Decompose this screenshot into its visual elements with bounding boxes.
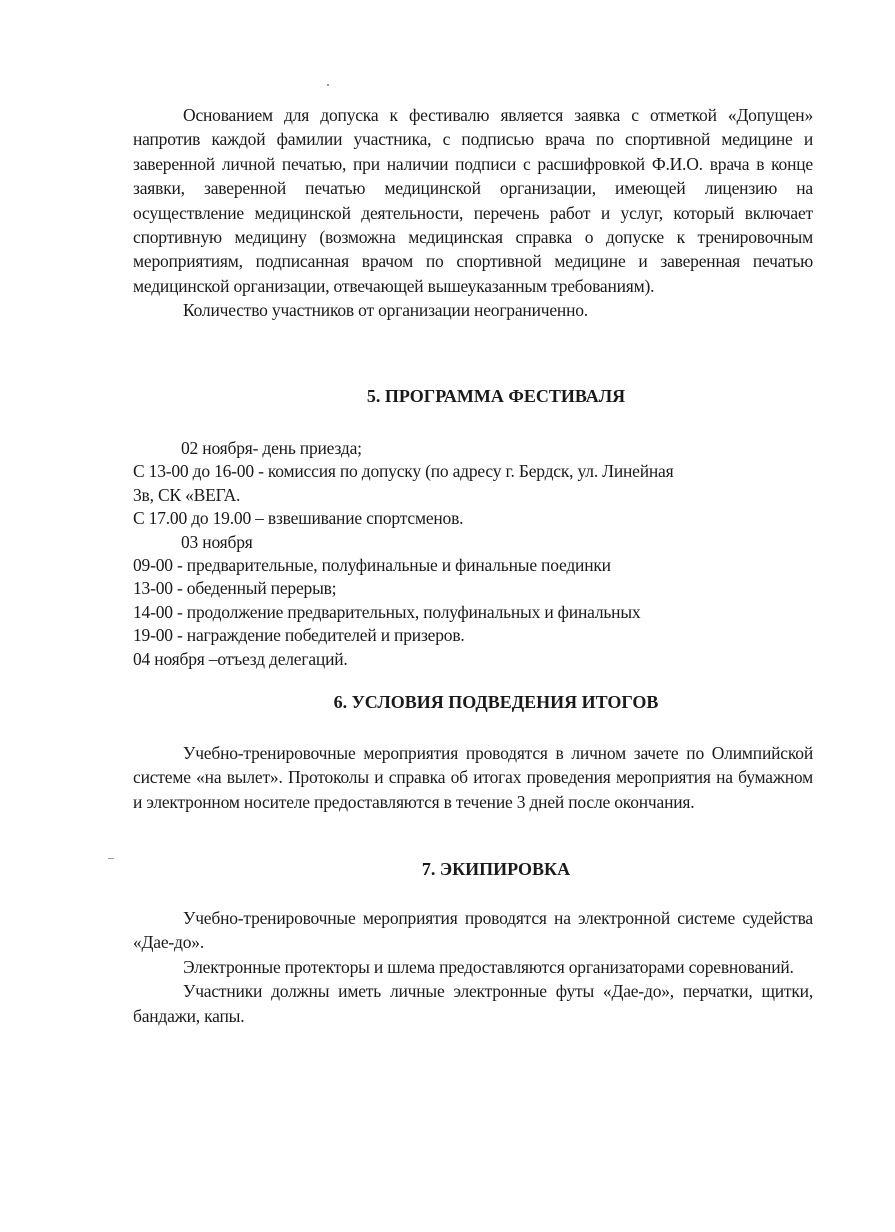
- schedule-line: С 13-00 до 16-00 - комиссия по допуску (по адресу г. Бердск, ул. Линейная: [133, 461, 674, 482]
- section7-body: [133, 906, 813, 1028]
- section6-body: [133, 741, 813, 814]
- schedule-line: 13-00 - обеденный перерыв;: [133, 578, 337, 599]
- admission-section: [133, 103, 813, 323]
- scan-speck: [108, 858, 114, 859]
- festival-schedule: [133, 436, 833, 670]
- section6-heading: 6. УСЛОВИЯ ПОДВЕДЕНИЯ ИТОГОВ: [333, 692, 659, 712]
- schedule-line: С 17.00 до 19.00 – взвешивание спортсменов.: [133, 508, 464, 529]
- schedule-line: 3в, СК «ВЕГА.: [133, 484, 241, 505]
- section7-heading: 7. ЭКИПИРОВКА: [421, 859, 571, 879]
- schedule-line: 04 ноября –отъезд делегаций.: [133, 648, 348, 669]
- schedule-line: 19-00 - награждение победителей и призеров.: [133, 625, 465, 646]
- equipment-paragraph: Электронные протекторы и шлема предоставляются организаторами соревнований.: [183, 956, 794, 977]
- equipment-paragraph: Учебно-тренировочные мероприятия проводятся на электронной системе судейства «Дае-до».: [133, 908, 813, 953]
- admission-paragraph: Основанием для допуска к фестивалю является заявка с отметкой «Допущен» напротив каждой фамилии участника, с подписью врача по спортивной медицине и заверенной личной печатью, при наличии подписи с расшифровкой Ф.И.О. врача в конце заявки, заверенной печатью медицинской организации, имеющей лицензию на осуществление медицинской деятельности, перечень работ и услуг, который включает спортивную медицину (возможна медицинская справка о допуске к тренировочным мероприятиям, подписанная врачом по спортивной медицине и заверенная печатью медицинской организации, отвечающей вышеуказанным требованиям).: [133, 105, 813, 296]
- schedule-line: 02 ноября- день приезда;: [181, 438, 362, 458]
- results-paragraph: Учебно-тренировочные мероприятия проводятся в личном зачете по Олимпийской системе «на вылет». Протоколы и справка об итогах проведения мероприятия на бумажном и электронном носителе предоставляются в течение 3 дней после окончания.: [133, 743, 813, 812]
- participants-paragraph: Количество участников от организации неограниченно.: [183, 300, 588, 321]
- schedule-line: 14-00 - продолжение предварительных, полуфинальных и финальных: [133, 601, 641, 622]
- equipment-paragraph: Участники должны иметь личные электронные футы «Дае-до», перчатки, щитки, бандажи, капы.: [133, 981, 813, 1026]
- scan-speck: [327, 84, 329, 86]
- schedule-line: 03 ноября: [181, 531, 253, 552]
- schedule-line: 09-00 - предварительные, полуфинальные и финальные поединки: [133, 554, 611, 575]
- section5-heading: 5. ПРОГРАММА ФЕСТИВАЛЯ: [366, 386, 626, 406]
